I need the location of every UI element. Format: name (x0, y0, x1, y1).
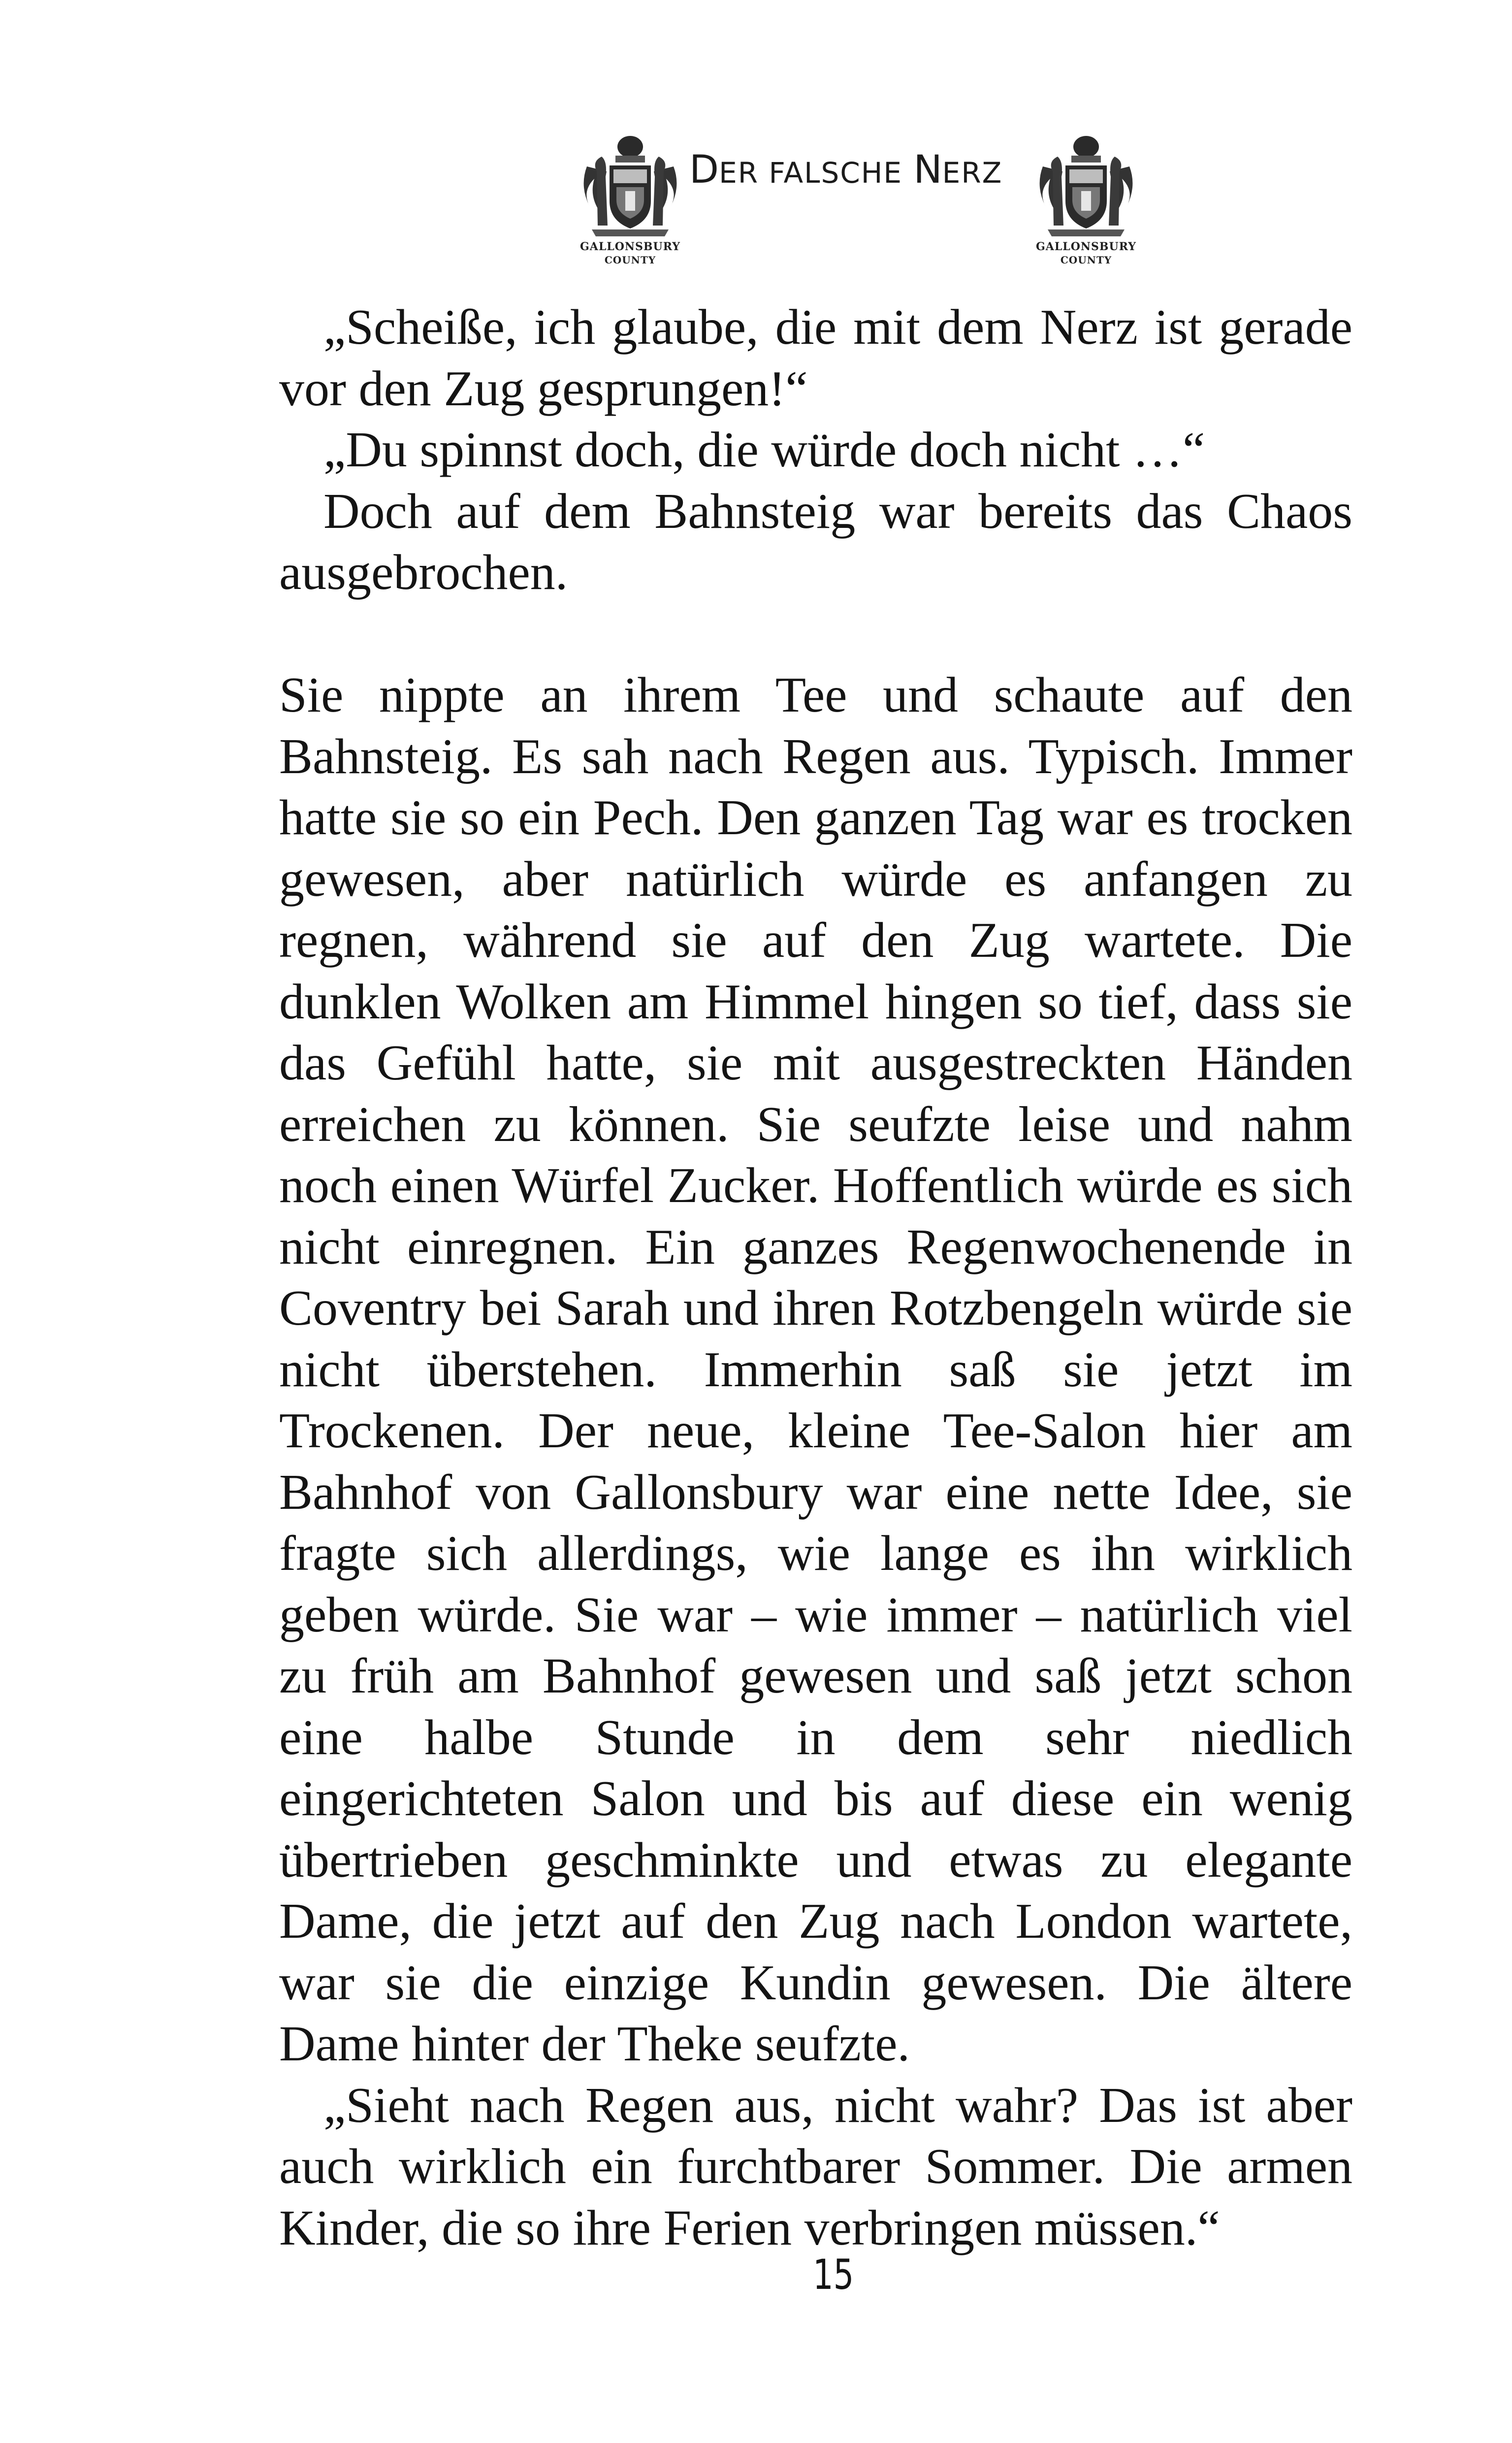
body-text (279, 297, 1352, 2259)
gallonsbury-crest-icon (577, 132, 683, 270)
gallonsbury-crest-icon (1033, 132, 1139, 270)
title-initial-2: N (913, 148, 942, 192)
crest-caption-line1: GALLONSBURY (1035, 240, 1137, 253)
paragraph-3: Doch auf dem Bahnsteig war bereits das Chaos ausgebrochen. (279, 483, 1352, 600)
title-rest-2: ERZ (942, 156, 1003, 190)
paragraph-2: „Du spinnst doch, die würde doch nicht …“ (323, 422, 1205, 478)
crest-caption-line2: COUNTY (604, 254, 656, 266)
paragraph-4: Sie nippte an ihrem Tee und schaute auf den Bahnsteig. Es sah nach Regen aus. Typisch. Immer hatte sie so ein Pech. Den ganzen Tag war es trocken gewesen, aber natürlich würde es anfangen zu regnen, während sie auf den Zug wartete. Die dunklen Wolken am Himmel hingen so tief, dass sie das Gefühl hatte, sie mit ausgestreckten Händen erreichen zu können. Sie seufzte leise und nahm noch einen Würfel Zucker. Hoffentlich würde es sich nicht einregnen. Ein ganzes Regenwochenende in Coventry bei Sarah und ihren Rotzbengeln würde sie nicht überstehen. Immerhin saß sie jetzt im Trockenen. Der neue, kleine Tee-Salon hier am Bahnhof von Gallonsbury war eine nette Idee, sie fragte sich allerdings, wie lange es ihn wirklich geben würde. Sie war – wie immer – natürlich viel zu früh am Bahnhof gewesen und saß jetzt schon eine halbe Stunde in dem sehr niedlich eingerichteten Salon und bis auf diese ein wenig übertrieben geschminkte und etwas zu elegante Dame, die jetzt auf den Zug nach London wartete, war sie die einzige Kundin gewesen. Die ältere Dame hinter der Theke seufzte. (279, 667, 1352, 2072)
paragraph-1: „Scheiße, ich glaube, die mit dem Nerz ist gerade vor den Zug gesprungen!“ (279, 299, 1352, 417)
section-break (279, 604, 1352, 665)
crest-caption-line2: COUNTY (1060, 254, 1112, 266)
paragraph-5: „Sieht nach Regen aus, nicht wahr? Das ist aber auch wirklich ein furchtbarer Sommer. Die armen Kinder, die so ihre Ferien verbringen müssen.“ (279, 2077, 1352, 2256)
title-initial-1: D (689, 148, 719, 192)
crest-caption-line1: GALLONSBURY (579, 240, 681, 253)
page-number: 15 (813, 2250, 854, 2299)
title-rest-1: ER FALSCHE (719, 156, 903, 190)
running-title (689, 148, 1024, 192)
